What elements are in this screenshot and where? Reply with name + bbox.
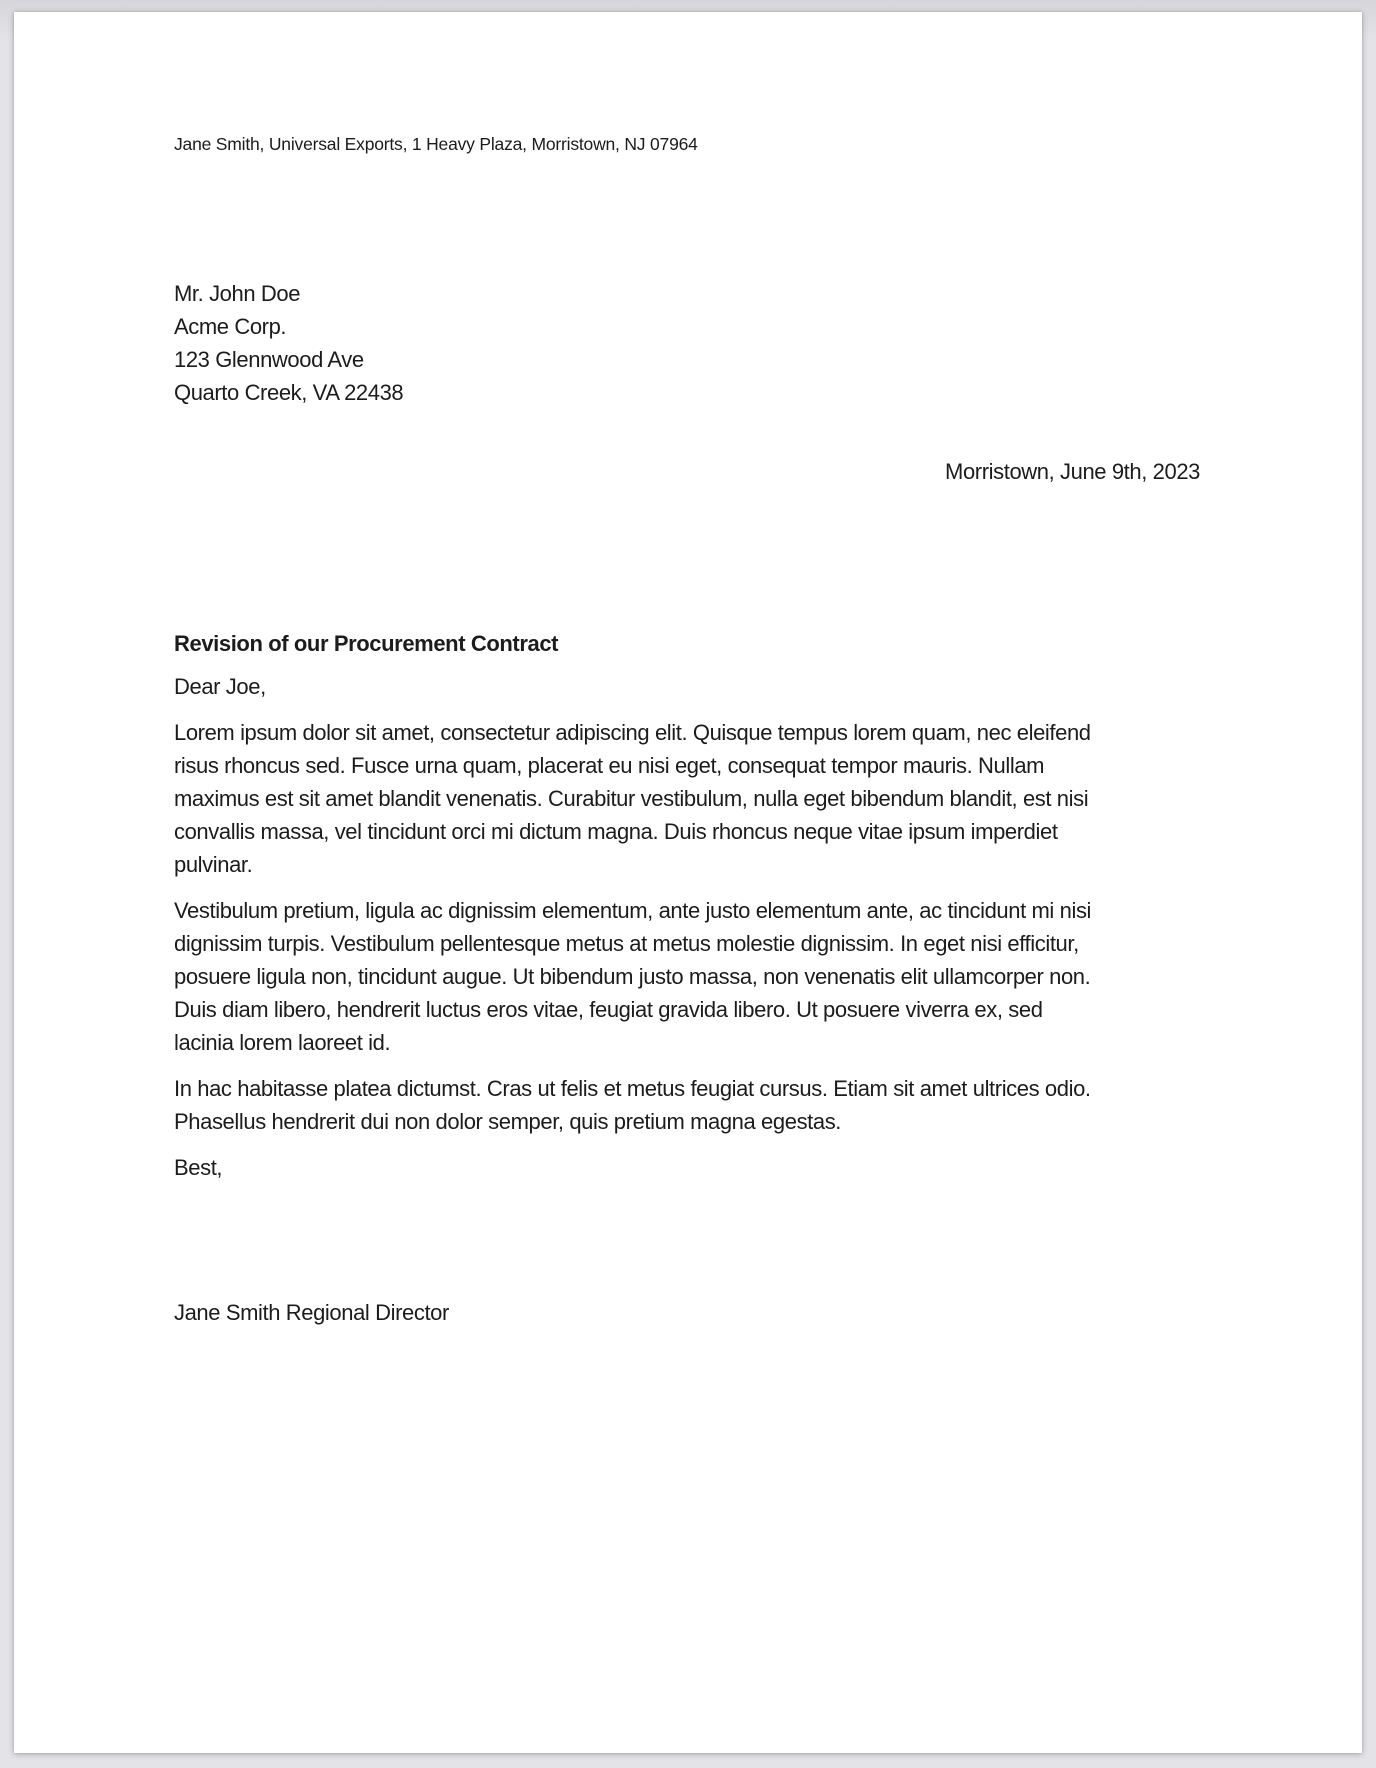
body-paragraph bbox=[174, 1072, 1200, 1138]
body-line: dignissim turpis. Vestibulum pellentesque metus at metus molestie dignissim. In eget nisi efficitur, bbox=[174, 931, 1079, 956]
body-line: Lorem ipsum dolor sit amet, consectetur adipiscing elit. Quisque tempus lorem quam, nec eleifend bbox=[174, 720, 1091, 745]
letter-content bbox=[14, 132, 1362, 1329]
recipient-city: Quarto Creek, VA 22438 bbox=[174, 380, 404, 405]
body-line: Duis diam libero, hendrerit luctus eros vitae, feugiat gravida libero. Ut posuere viverra ex, sed bbox=[174, 997, 1043, 1022]
body-paragraph bbox=[174, 716, 1200, 881]
recipient-name: Mr. John Doe bbox=[174, 281, 301, 306]
recipient-street: 123 Glennwood Ave bbox=[174, 347, 364, 372]
body-line: pulvinar. bbox=[174, 852, 253, 877]
letter-body bbox=[174, 716, 1200, 1138]
body-line: Vestibulum pretium, ligula ac dignissim elementum, ante justo elementum ante, ac tincidunt mi nisi bbox=[174, 898, 1092, 923]
body-line: convallis massa, vel tincidunt orci mi dictum magna. Duis rhoncus neque vitae ipsum imperdiet bbox=[174, 819, 1058, 844]
body-line: Phasellus hendrerit dui non dolor semper, quis pretium magna egestas. bbox=[174, 1109, 842, 1134]
body-line: posuere ligula non, tincidunt augue. Ut bibendum justo massa, non venenatis elit ullamcorper non. bbox=[174, 964, 1091, 989]
place-and-date: Morristown, June 9th, 2023 bbox=[945, 459, 1200, 484]
subject-line: Revision of our Procurement Contract bbox=[174, 631, 559, 656]
signature-name-and-title: Jane Smith Regional Director bbox=[174, 1300, 449, 1325]
sender-line: Jane Smith, Universal Exports, 1 Heavy Plaza, Morristown, NJ 07964 bbox=[174, 134, 698, 154]
recipient-address-block bbox=[174, 277, 1200, 409]
salutation: Dear Joe, bbox=[174, 674, 266, 699]
date-row bbox=[174, 455, 1200, 488]
body-line: In hac habitasse platea dictumst. Cras ut felis et metus feugiat cursus. Etiam sit amet ultrices odio. bbox=[174, 1076, 1091, 1101]
closing: Best, bbox=[174, 1155, 223, 1180]
body-line: lacinia lorem laoreet id. bbox=[174, 1030, 391, 1055]
recipient-company: Acme Corp. bbox=[174, 314, 287, 339]
body-line: risus rhoncus sed. Fusce urna quam, placerat eu nisi eget, consequat tempor mauris. Nullam bbox=[174, 753, 1045, 778]
letter-page bbox=[14, 12, 1362, 1753]
body-paragraph bbox=[174, 894, 1200, 1059]
body-line: maximus est sit amet blandit venenatis. Curabitur vestibulum, nulla eget bibendum blandit, est nisi bbox=[174, 786, 1089, 811]
